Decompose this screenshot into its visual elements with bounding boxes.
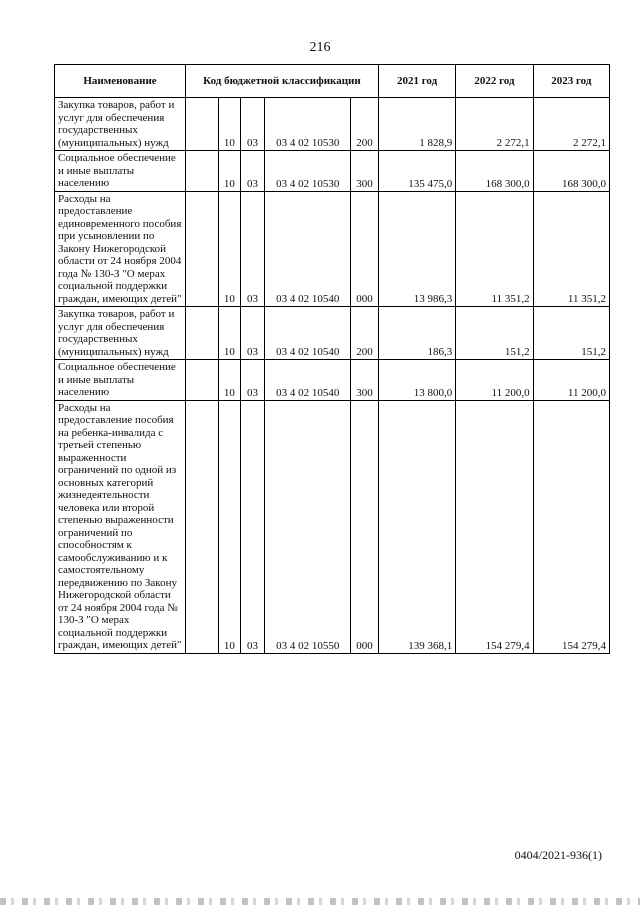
cell-v2021: 13 800,0 [378, 360, 455, 401]
page-number: 216 [309, 40, 331, 55]
cell-v2023: 2 272,1 [533, 98, 609, 151]
table-body [55, 98, 610, 654]
cell-csr: 03 4 02 10530 [265, 151, 351, 192]
cell-vr: 000 [351, 400, 379, 653]
table-row [55, 191, 610, 307]
cell-vr: 300 [351, 151, 379, 192]
cell-v2022: 2 272,1 [456, 98, 533, 151]
cell-sec: 10 [219, 307, 241, 360]
cell-v2023: 11 200,0 [533, 360, 609, 401]
cell-csr: 03 4 02 10550 [265, 400, 351, 653]
cell-v2022: 11 200,0 [456, 360, 533, 401]
cell-sec: 10 [219, 98, 241, 151]
cell-empty [186, 98, 219, 151]
cell-v2022: 168 300,0 [456, 151, 533, 192]
cell-vr: 000 [351, 191, 379, 307]
cell-name: Закупка товаров, работ и услуг для обеспечения государственных (муниципальных) нужд [55, 307, 186, 360]
table-header-row [55, 65, 610, 98]
cell-name: Социальное обеспечение и иные выплаты населению [55, 151, 186, 192]
cell-name: Социальное обеспечение и иные выплаты населению [55, 360, 186, 401]
document-code: 0404/2021-936(1) [514, 848, 602, 862]
cell-v2023: 11 351,2 [533, 191, 609, 307]
cell-sec: 10 [219, 191, 241, 307]
cell-v2022: 11 351,2 [456, 191, 533, 307]
cell-sec: 10 [219, 400, 241, 653]
cell-vr: 200 [351, 98, 379, 151]
cell-empty [186, 400, 219, 653]
cell-name: Закупка товаров, работ и услуг для обеспечения государственных (муниципальных) нужд [55, 98, 186, 151]
table-row [55, 400, 610, 653]
cell-v2023: 168 300,0 [533, 151, 609, 192]
cell-empty [186, 307, 219, 360]
cell-sec: 10 [219, 360, 241, 401]
cell-csr: 03 4 02 10530 [265, 98, 351, 151]
header-name: Наименование [55, 65, 186, 98]
scan-edge-artifact [0, 898, 640, 905]
cell-v2021: 186,3 [378, 307, 455, 360]
cell-empty [186, 151, 219, 192]
cell-sub: 03 [240, 98, 265, 151]
cell-v2021: 1 828,9 [378, 98, 455, 151]
cell-vr: 300 [351, 360, 379, 401]
cell-csr: 03 4 02 10540 [265, 307, 351, 360]
header-2023: 2023 год [533, 65, 609, 98]
cell-name: Расходы на предоставление единовременного пособия при усыновлении по Закону Нижегородской области от 24 ноября 2004 года № 130-З "О мерах социальной поддержки граждан, имеющих детей" [55, 191, 186, 307]
header-2021: 2021 год [378, 65, 455, 98]
header-code: Код бюджетной классификации [186, 65, 379, 98]
table-row [55, 151, 610, 192]
cell-v2023: 151,2 [533, 307, 609, 360]
cell-empty [186, 191, 219, 307]
table-row [55, 98, 610, 151]
cell-v2022: 154 279,4 [456, 400, 533, 653]
cell-v2022: 151,2 [456, 307, 533, 360]
cell-sub: 03 [240, 400, 265, 653]
cell-v2021: 139 368,1 [378, 400, 455, 653]
table-row [55, 360, 610, 401]
cell-sub: 03 [240, 307, 265, 360]
cell-csr: 03 4 02 10540 [265, 360, 351, 401]
cell-sub: 03 [240, 191, 265, 307]
table-row [55, 307, 610, 360]
cell-v2023: 154 279,4 [533, 400, 609, 653]
cell-sub: 03 [240, 151, 265, 192]
cell-v2021: 13 986,3 [378, 191, 455, 307]
cell-empty [186, 360, 219, 401]
cell-sec: 10 [219, 151, 241, 192]
cell-name: Расходы на предоставление пособия на ребенка-инвалида с третьей степенью выраженности ограничений по одной из основных категорий жизнедеятельности человека или второй степенью выраженности ограничений по способностям к самообслуживанию и к самостоятельному передвижению по Закону Нижегородской области от 24 ноября 2004 года № 130-З "О мерах социальной поддержки граждан, имеющих детей" [55, 400, 186, 653]
header-2022: 2022 год [456, 65, 533, 98]
cell-vr: 200 [351, 307, 379, 360]
cell-v2021: 135 475,0 [378, 151, 455, 192]
cell-csr: 03 4 02 10540 [265, 191, 351, 307]
budget-table [54, 64, 610, 654]
cell-sub: 03 [240, 360, 265, 401]
